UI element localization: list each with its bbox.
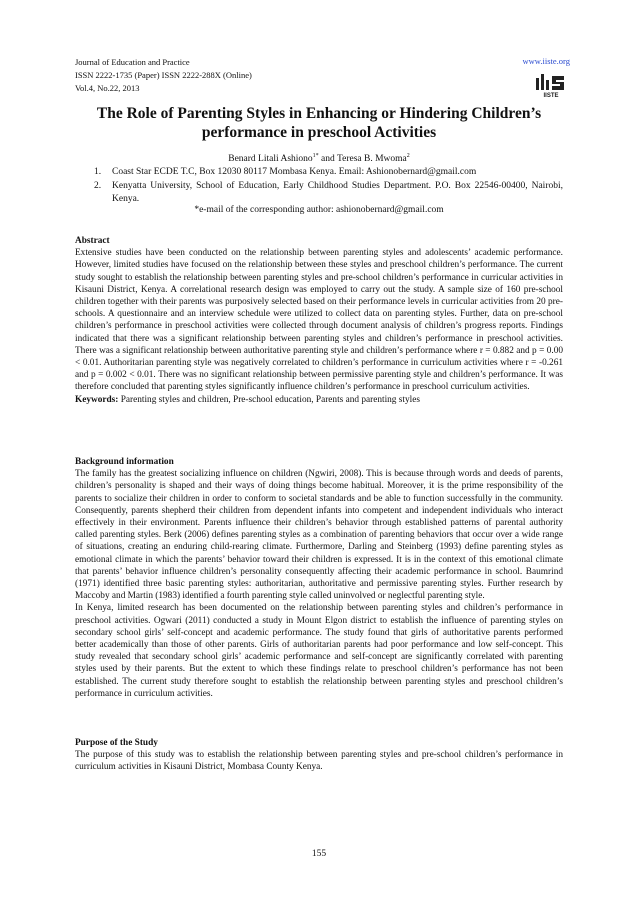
- background-section: [75, 456, 563, 700]
- paper-title: The Role of Parenting Styles in Enhancing or Hindering Children’s performance in preschool Activities: [96, 105, 542, 141]
- background-heading: Background information: [75, 457, 174, 467]
- purpose-text: The purpose of this study was to establish the relationship between parenting styles and pre-school children’s performance in curriculum activities in Kisauni District, Mombasa County Kenya.: [75, 750, 563, 773]
- background-paragraph-2: In Kenya, limited research has been documented on the relationship between parenting styles and children’s performance in preschool activities. Ogwari (2011) conducted a study in Mount Elgon district to establish the influence of parenting styles on secondary school girls’ self-concept and academic performance. The study found that girls of authoritative parents performed better academically than those of other parents. Girls of authoritarian parents had poor performance and low self-concept. This study revealed that secondary school girls’ academic performance and self-concept are significantly correlated with parenting styles used by their parents. But the extent to which these findings relate to preschool children’s performance has not been established. The current study therefore sought to establish the relationship between parenting styles and preschool children’s performance in curriculum activities.: [75, 603, 563, 699]
- abstract-text: Extensive studies have been conducted on the relationship between parenting styles and adolescents’ academic performance. However, limited studies have focused on the relationship between these styles and preschool children’s performance. The current study sought to establish the relationship between parenting styles and pre-school children’s performance in curricular activities in Kisauni District, Kenya. A correlational research design was employed to carry out the study. A sample size of 160 pre-school children together with their parents was purposively selected based on their performance levels in curricular activities from 20 pre-schools. A questionnaire and an interview schedule were utilized to collect data on parenting styles. Further, data on pre-school children’s performance in preschool activities were collected through document analysis of children’s progress reports. Findings indicated that there was a significant relationship between parenting styles and children’s performance in preschool activities. There was a significant relationship between authoritative parenting style and children’s performance where r = 0.882 and p = 0.00 < 0.01. Authoritarian parenting style was negatively correlated to children’s performance in curriculum activities where r = -0.261 and p = 0.002 < 0.01. There was no significant relationship between permissive parenting style and children’s performance. It was therefore concluded that parenting styles significantly influence children’s performance in preschool curriculum activities.: [75, 248, 563, 393]
- corresponding-email: *e-mail of the corresponding author: ashionobernard@gmail.com: [194, 205, 444, 215]
- issn: ISSN 2222-1735 (Paper) ISSN 2222-288X (Online): [75, 70, 252, 80]
- keywords: Keywords: Parenting styles and children, Pre-school education, Parents and parenting styles: [75, 394, 420, 405]
- logo-text: IISTE: [543, 93, 559, 98]
- abstract-heading: Abstract: [75, 236, 110, 246]
- volume: Vol.4, No.22, 2013: [75, 83, 140, 93]
- purpose-heading: Purpose of the Study: [75, 738, 158, 748]
- iiste-logo: [534, 68, 568, 98]
- authors: Benard Litali Ashiono$^{1*}$ and Teresa B. Mwoma$^2$: [228, 153, 410, 165]
- abstract-section: [75, 235, 563, 406]
- affiliation-2: 2. Kenyatta University, School of Education, Early Childhood Studies Department. P.O. Box 22546-00400, Nairobi, Kenya.: [94, 181, 563, 204]
- affiliation-1: 1. Coast Star ECDE T.C, Box 12030 80117 Mombasa Kenya. Email: Ashionobernard@gmail.com: [94, 167, 477, 177]
- journal-url-link[interactable]: www.iiste.org: [522, 56, 570, 66]
- page-number: 155: [311, 849, 327, 859]
- journal-name: Journal of Education and Practice: [75, 57, 190, 67]
- background-paragraph-1: The family has the greatest socializing influence on children (Ngwiri, 2008). This is because through words and deeds of parents, children’s personality is shaped and their ways of doing things become habitual. Moreover, it is the prime responsibility of the parents to socialize their children in order to conform to societal standards and be able to function successfully in the community. Consequently, parents shepherd their children from dependent infants into competent and independent individuals who interact effectively in their environment. Parents influence their children’s behavior through established patterns of parental authority called parenting styles. Berk (2006) defines parenting styles as a combination of parenting behaviors that occur over a wide range of situations, creating an enduring child-rearing climate. Furthermore, Darling and Steinberg (1993) define parenting styles as emotional climate in which the parents’ behavior toward their children is expressed. It is in the context of this emotional climate that parents’ behavior influence children’s personality consequently affecting their academic performance in school. Baumrind (1971) identified three basic parenting styles: authoritarian, authoritative and permissive parenting styles. Further research by Maccoby and Martin (1983) identified a fourth parenting style called uninvolved or neglectful parenting style.: [75, 469, 563, 602]
- purpose-section: [75, 737, 563, 774]
